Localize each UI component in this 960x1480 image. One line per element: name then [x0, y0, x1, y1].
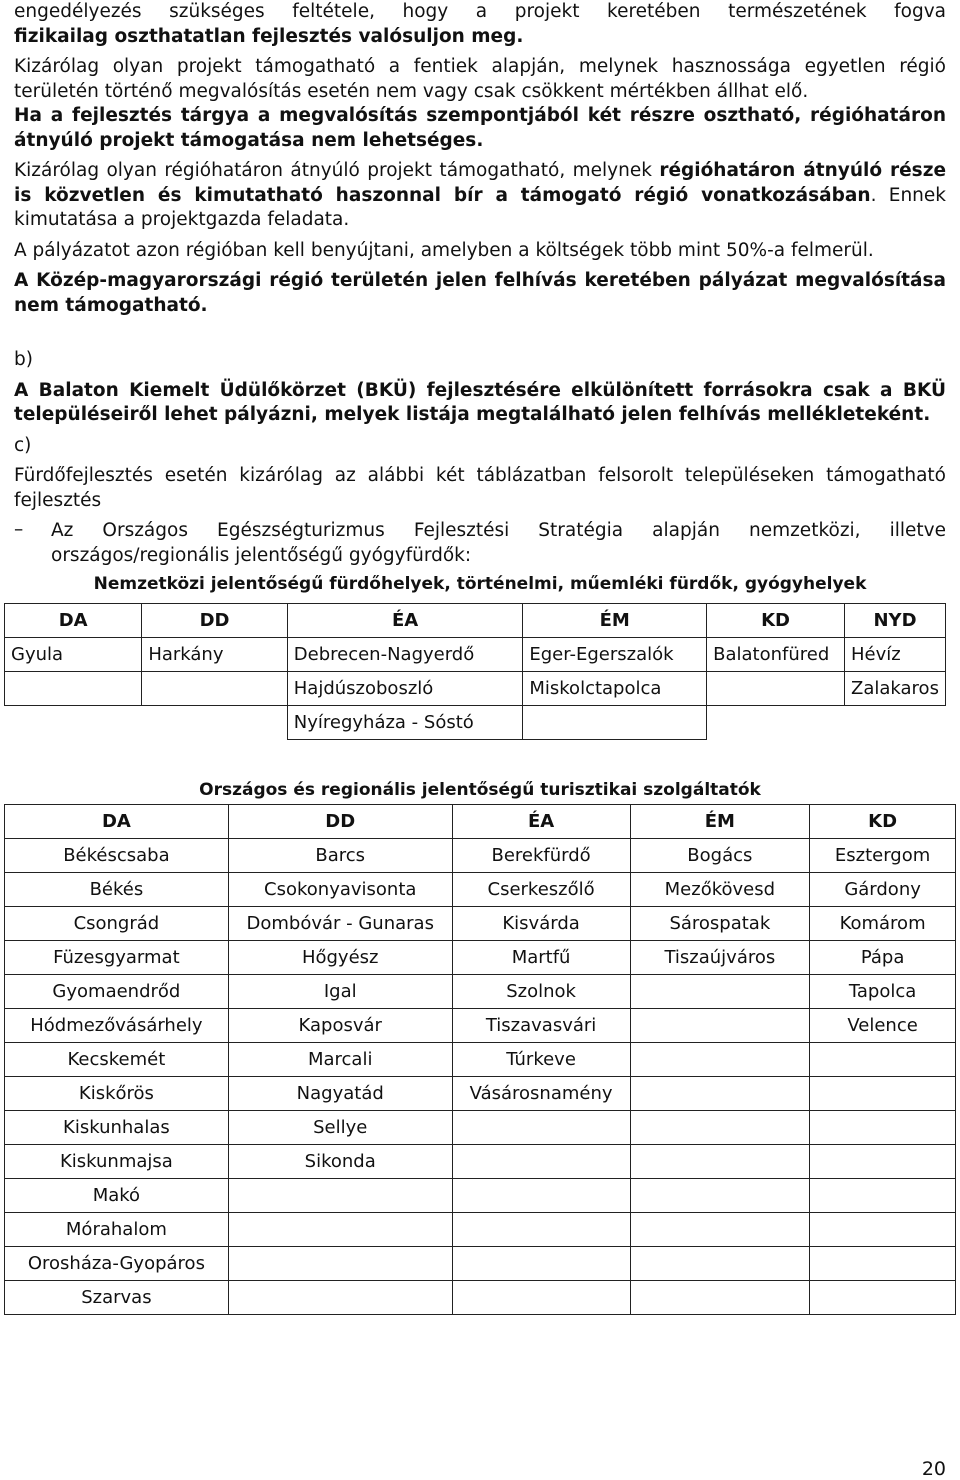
table-cell: Igal	[228, 975, 452, 1009]
table-cell	[810, 1043, 956, 1077]
table-row	[5, 1009, 956, 1043]
table-cell	[810, 1077, 956, 1111]
table-cell: Túrkeve	[452, 1043, 630, 1077]
table-cell: Kiskőrös	[5, 1077, 229, 1111]
table1-header-cell: NYD	[845, 604, 946, 638]
table-cell	[810, 1281, 956, 1315]
table-cell	[5, 672, 142, 706]
table2-body	[5, 839, 956, 1315]
table1-title: Nemzetközi jelentőségű fürdőhelyek, történelmi, műemléki fürdők, gyógyhelyek	[93, 574, 867, 594]
table-cell	[810, 1145, 956, 1179]
table1-header-cell: ÉA	[287, 604, 523, 638]
table-cell	[5, 706, 142, 740]
table-cell: Berekfürdő	[452, 839, 630, 873]
table-cell	[630, 1213, 810, 1247]
table-cell	[845, 706, 946, 740]
table-cell: Szolnok	[452, 975, 630, 1009]
table-cell	[707, 672, 845, 706]
table-row	[5, 638, 946, 672]
table-cell: Martfű	[452, 941, 630, 975]
table-cell	[228, 1213, 452, 1247]
table-row	[5, 941, 956, 975]
table2-header-cell: ÉA	[452, 805, 630, 839]
table-cell: Bogács	[630, 839, 810, 873]
table-cell: Nyíregyháza - Sóstó	[287, 706, 523, 740]
table-cell	[630, 1247, 810, 1281]
table-cell: Szarvas	[5, 1281, 229, 1315]
list-item-strategy	[14, 519, 946, 568]
international-spas-table	[4, 603, 946, 740]
table-row	[5, 839, 956, 873]
cross-border-text-bold: régióhatáron átnyúló része is közvetlen és kimutatható haszonnal bír a támogató régió vonatkozásában	[14, 160, 947, 206]
table-cell: Tapolca	[810, 975, 956, 1009]
table-cell: Pápa	[810, 941, 956, 975]
table-cell	[630, 1281, 810, 1315]
table-row	[5, 975, 956, 1009]
table-cell	[523, 706, 707, 740]
table-cell: Balatonfüred	[707, 638, 845, 672]
table-cell	[810, 1179, 956, 1213]
table-cell: Hévíz	[845, 638, 946, 672]
table-cell: Kiskunhalas	[5, 1111, 229, 1145]
paragraph-divisible-project: Ha a fejlesztés tárgya a megvalósítás szempontjából két részre osztható, régióhatáron átnyúló projekt támogatása nem lehetséges.	[14, 105, 946, 151]
table-row	[5, 706, 946, 740]
table-cell: Kiskunmajsa	[5, 1145, 229, 1179]
table1-header-cell: DD	[142, 604, 287, 638]
table-cell	[630, 1077, 810, 1111]
table-cell	[452, 1179, 630, 1213]
table1-header-row	[5, 604, 946, 638]
cross-border-text-c: . Ennek kimutatása a projektgazda feladata.	[14, 184, 946, 230]
table-cell: Orosháza-Gyopáros	[5, 1247, 229, 1281]
table1-header-cell: DA	[5, 604, 142, 638]
table2-header-row	[5, 805, 956, 839]
paragraph-intro	[14, 0, 946, 25]
table-row	[5, 907, 956, 941]
table2-header-cell: DD	[228, 805, 452, 839]
table-cell: Gyomaendrőd	[5, 975, 229, 1009]
national-providers-table	[4, 804, 956, 1315]
table-cell: Nagyatád	[228, 1077, 452, 1111]
table-cell: Kaposvár	[228, 1009, 452, 1043]
table-cell: Vásárosnamény	[452, 1077, 630, 1111]
table-cell	[810, 1111, 956, 1145]
table-cell	[810, 1213, 956, 1247]
table-cell: Füzesgyarmat	[5, 941, 229, 975]
table1-header-cell: ÉM	[523, 604, 707, 638]
table-cell: Csokonyavisonta	[228, 873, 452, 907]
list-dash: –	[14, 519, 24, 540]
table-cell	[452, 1213, 630, 1247]
table-cell	[630, 1111, 810, 1145]
table-cell: Sárospatak	[630, 907, 810, 941]
table-cell: Hőgyész	[228, 941, 452, 975]
paragraph-spa-development: Fürdőfejlesztés esetén kizárólag az alábbi két táblázatban felsorolt településeken támogatható fejlesztés	[14, 465, 946, 511]
table-cell: Barcs	[228, 839, 452, 873]
table1-header-cell: KD	[707, 604, 845, 638]
table-cell: Esztergom	[810, 839, 956, 873]
table-cell: Csongrád	[5, 907, 229, 941]
paragraph-intro-bold: fizikailag oszthatatlan fejlesztés valósuljon meg.	[14, 25, 524, 47]
table-cell	[452, 1145, 630, 1179]
table-cell: Debrecen-Nagyerdő	[287, 638, 523, 672]
table-cell	[142, 706, 287, 740]
table-cell: Marcali	[228, 1043, 452, 1077]
table-cell	[810, 1247, 956, 1281]
table2-header-cell: DA	[5, 805, 229, 839]
table-row	[5, 1213, 956, 1247]
table-cell	[452, 1281, 630, 1315]
table-row	[5, 1111, 956, 1145]
table2-header-cell: ÉM	[630, 805, 810, 839]
table-cell: Gyula	[5, 638, 142, 672]
table-cell	[142, 672, 287, 706]
section-label-b: b)	[14, 349, 33, 370]
table-cell: Békéscsaba	[5, 839, 229, 873]
table-row	[5, 1077, 956, 1111]
table-cell	[452, 1247, 630, 1281]
paragraph-intro-text: engedélyezés szükséges feltétele, hogy a projekt keretében természetének fogva	[14, 1, 946, 22]
table-cell	[630, 1043, 810, 1077]
paragraph-cross-border	[14, 159, 946, 233]
table-cell	[228, 1281, 452, 1315]
table-cell	[228, 1247, 452, 1281]
cross-border-text-a: Kizárólag olyan régióhatáron átnyúló projekt támogatható, melynek	[14, 160, 660, 181]
table-cell: Sellye	[228, 1111, 452, 1145]
table-cell: Eger-Egerszalók	[523, 638, 707, 672]
table-cell	[630, 975, 810, 1009]
paragraph-balaton: A Balaton Kiemelt Üdülőkörzet (BKÜ) fejlesztésére elkülönített forrásokra csak a BKÜ településeiről lehet pályázni, melyek listája megtalálható jelen felhívás mellékleteként.	[14, 379, 946, 425]
table-cell: Hódmezővásárhely	[5, 1009, 229, 1043]
table-row	[5, 1043, 956, 1077]
table-row	[5, 1247, 956, 1281]
table-cell: Makó	[5, 1179, 229, 1213]
table-cell: Mezőkövesd	[630, 873, 810, 907]
table-cell: Komárom	[810, 907, 956, 941]
table-cell: Kisvárda	[452, 907, 630, 941]
paragraph-single-region: Kizárólag olyan projekt támogatható a fentiek alapján, melynek hasznossága egyetlen régió területén történő megvalósítás esetén nem vagy csak csökkent mértékben állhat elő.	[14, 56, 946, 102]
table-cell	[630, 1145, 810, 1179]
table-cell: Kecskemét	[5, 1043, 229, 1077]
table-cell: Békés	[5, 873, 229, 907]
table-row	[5, 873, 956, 907]
table-cell: Dombóvár - Gunaras	[228, 907, 452, 941]
table-cell: Hajdúszoboszló	[287, 672, 523, 706]
table-cell: Gárdony	[810, 873, 956, 907]
table-cell: Tiszavasvári	[452, 1009, 630, 1043]
table-cell	[630, 1179, 810, 1213]
table-cell	[452, 1111, 630, 1145]
table-row	[5, 1179, 956, 1213]
document-page	[11, 0, 947, 1315]
table-cell: Mórahalom	[5, 1213, 229, 1247]
table-cell: Harkány	[142, 638, 287, 672]
table-cell	[707, 706, 845, 740]
table-cell: Zalakaros	[845, 672, 946, 706]
table-cell: Sikonda	[228, 1145, 452, 1179]
table-cell: Velence	[810, 1009, 956, 1043]
table-row	[5, 672, 946, 706]
table-cell	[630, 1009, 810, 1043]
table-row	[5, 1145, 956, 1179]
table2-title: Országos és regionális jelentőségű turisztikai szolgáltatók	[199, 780, 761, 800]
table-cell: Miskolctapolca	[523, 672, 707, 706]
table-cell: Cserkeszőlő	[452, 873, 630, 907]
table-cell: Tiszaújváros	[630, 941, 810, 975]
table-cell	[228, 1179, 452, 1213]
table-row	[5, 1281, 956, 1315]
table2-header-cell: KD	[810, 805, 956, 839]
list-item-strategy-text: Az Országos Egészségturizmus Fejlesztési Stratégia alapján nemzetközi, illetve országos/regionális jelentőségű gyógyfürdők:	[51, 520, 946, 566]
section-label-c: c)	[14, 434, 32, 456]
paragraph-central-hungary: A Közép-magyarországi régió területén jelen felhívás keretében pályázat megvalósítása nem támogatható.	[14, 270, 946, 316]
paragraph-submission-region: A pályázatot azon régióban kell benyújtani, amelyben a költségek több mint 50%-a felmerül.	[14, 239, 874, 261]
page-number: 20	[921, 1458, 946, 1480]
